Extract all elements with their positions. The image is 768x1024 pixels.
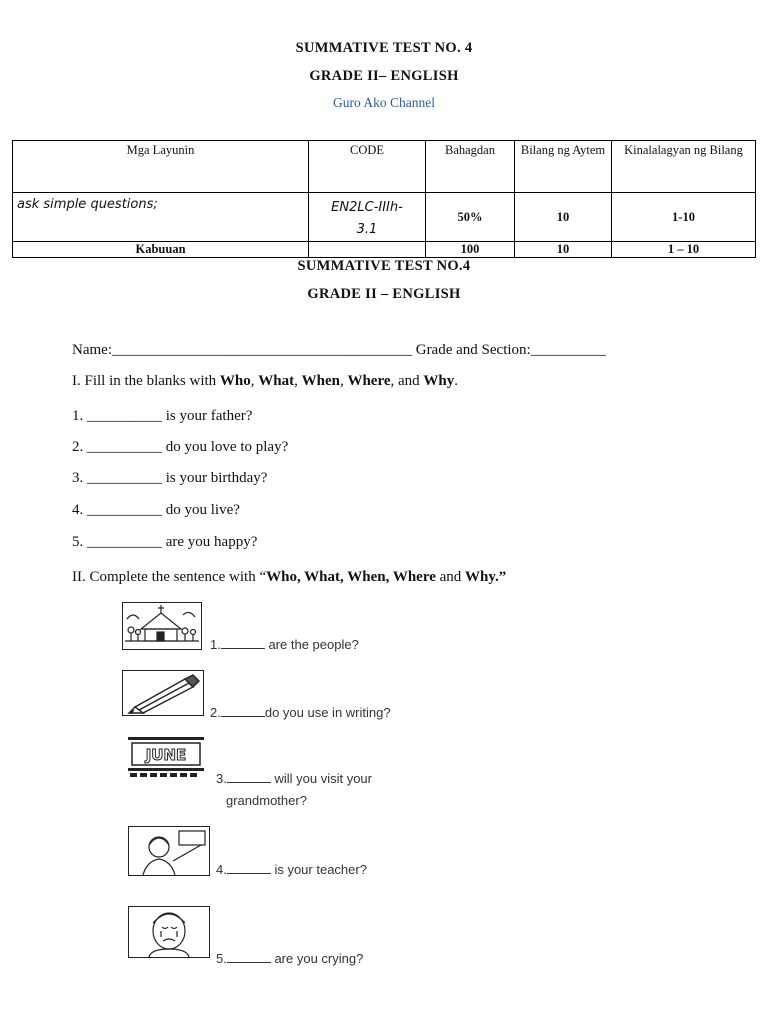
part1-prefix: I. Fill in the blanks with bbox=[72, 373, 220, 389]
name-label: Name:________________________________________ bbox=[72, 342, 412, 358]
percent-cell: 50% bbox=[426, 193, 515, 242]
answer-blank bbox=[221, 636, 265, 649]
specification-table bbox=[12, 140, 756, 258]
church-people-image bbox=[122, 602, 202, 650]
table-header: Kinalalagyan ng Bilang bbox=[612, 141, 756, 193]
keyword-why: Why bbox=[423, 373, 455, 389]
header-title: SUMMATIVE TEST NO. 4 bbox=[295, 40, 473, 56]
table-total-row bbox=[13, 242, 756, 258]
part1-instructions bbox=[72, 373, 458, 390]
item-number: 4. bbox=[216, 862, 227, 877]
item-text: will you visit your bbox=[270, 771, 372, 786]
item-text: are the people? bbox=[264, 637, 359, 652]
item-number: 1. bbox=[210, 637, 221, 652]
total-percent: 100 bbox=[426, 242, 515, 258]
name-line bbox=[72, 342, 606, 359]
items-cell: 10 bbox=[515, 193, 612, 242]
keyword-when: When bbox=[301, 373, 340, 389]
table-header: CODE bbox=[309, 141, 426, 193]
item-number: 3. bbox=[216, 771, 227, 786]
item-number: 2. bbox=[210, 705, 221, 720]
teacher-image bbox=[128, 826, 210, 876]
part2-and: and bbox=[435, 569, 466, 585]
part2-keywords: Who, What, When, Where bbox=[266, 569, 436, 585]
part2-prefix: II. Complete the sentence with “ bbox=[72, 569, 267, 585]
header-subtitle: GRADE II– ENGLISH bbox=[309, 68, 459, 84]
pencil-image bbox=[122, 670, 204, 716]
answer-blank bbox=[227, 770, 271, 783]
keyword-what: What bbox=[258, 373, 295, 389]
part2-instructions bbox=[72, 569, 506, 586]
total-placement: 1 – 10 bbox=[612, 242, 756, 258]
objective-cell: ask simple questions; bbox=[13, 193, 309, 242]
part2-why: Why.” bbox=[465, 569, 507, 585]
sep: , bbox=[294, 373, 302, 389]
part1-item-4: 4. __________ do you live? bbox=[72, 502, 240, 518]
keyword-who: Who bbox=[219, 373, 251, 389]
crying-child-image bbox=[128, 906, 210, 958]
item-text: is your teacher? bbox=[270, 862, 367, 877]
part2-item-3 bbox=[216, 770, 372, 786]
sep: , bbox=[339, 373, 348, 389]
placement-cell: 1-10 bbox=[612, 193, 756, 242]
total-label: Kabuuan bbox=[13, 242, 309, 258]
keyword-where: Where bbox=[347, 373, 391, 389]
part2-item-2 bbox=[210, 704, 391, 720]
table-header: Bahagdan bbox=[426, 141, 515, 193]
table-header: Mga Layunin bbox=[13, 141, 309, 193]
item-text: are you crying? bbox=[270, 951, 364, 966]
part1-item-3: 3. __________ is your birthday? bbox=[72, 470, 268, 486]
item-text: do you use in writing? bbox=[264, 705, 391, 720]
part1-item-5: 5. __________ are you happy? bbox=[72, 534, 258, 550]
table-header: Bilang ng Aytem bbox=[515, 141, 612, 193]
part2-item-3-cont: grandmother? bbox=[226, 793, 307, 808]
answer-blank bbox=[227, 861, 271, 874]
item-number: 5. bbox=[216, 951, 227, 966]
table-header-row bbox=[13, 141, 756, 193]
code-line-1: EN2LC-IIIh- bbox=[331, 200, 403, 215]
answer-blank bbox=[227, 950, 271, 963]
grade-section-label: Grade and Section:__________ bbox=[415, 342, 606, 358]
sep: , and bbox=[390, 373, 424, 389]
answer-blank bbox=[221, 704, 265, 717]
table-row bbox=[13, 193, 756, 242]
sep: , bbox=[250, 373, 259, 389]
part2-item-1 bbox=[210, 636, 359, 652]
period: . bbox=[454, 373, 459, 389]
june-calendar-image bbox=[126, 734, 206, 778]
code-line-2: 3.1 bbox=[356, 222, 378, 237]
total-code bbox=[309, 242, 426, 258]
total-items: 10 bbox=[515, 242, 612, 258]
test-subtitle: GRADE II – ENGLISH bbox=[307, 286, 461, 302]
part1-item-2: 2. __________ do you love to play? bbox=[72, 439, 289, 455]
code-cell bbox=[309, 193, 426, 242]
test-title: SUMMATIVE TEST NO.4 bbox=[297, 258, 471, 274]
part1-item-1: 1. __________ is your father? bbox=[72, 408, 253, 424]
part2-item-5 bbox=[216, 950, 363, 966]
calendar-month-text: JUNE bbox=[145, 746, 187, 764]
channel-name: Guro Ako Channel bbox=[333, 95, 435, 110]
part2-item-4 bbox=[216, 861, 367, 877]
